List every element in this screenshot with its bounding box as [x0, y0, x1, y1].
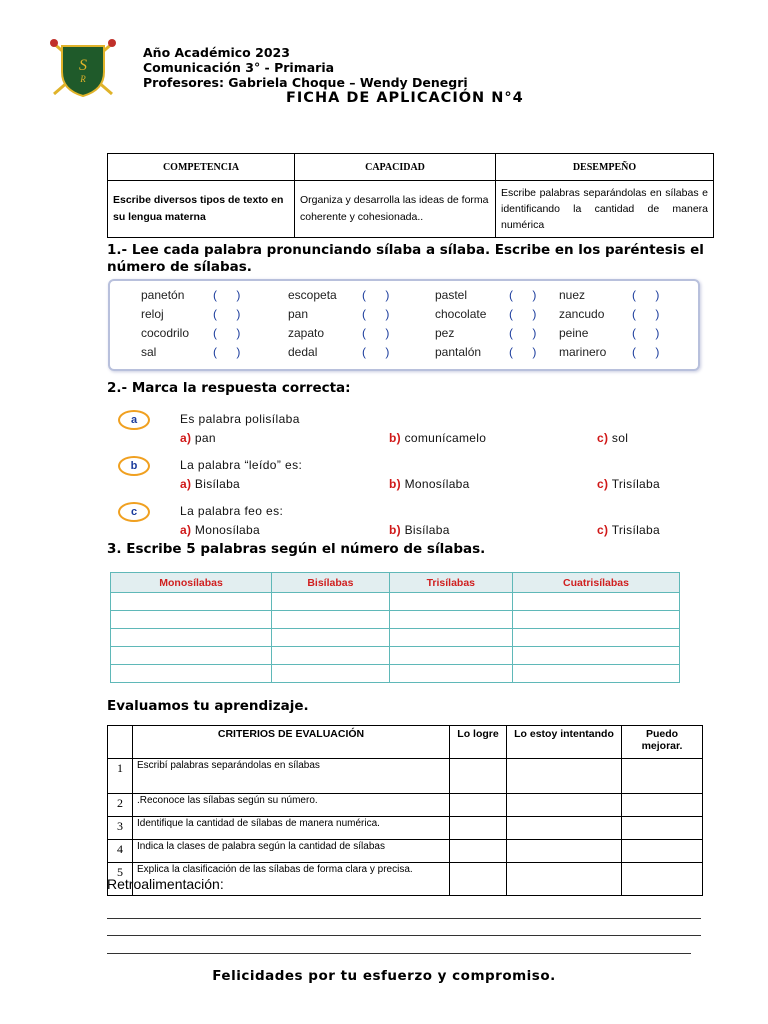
table-row: [108, 840, 703, 863]
header-trisilabas: Trisílabas: [389, 573, 512, 593]
word-item: peine: [559, 326, 589, 340]
option-text: Monosílaba: [194, 523, 260, 537]
word-item: dedal: [288, 345, 318, 359]
word-box: [108, 279, 700, 371]
answer-cell[interactable]: [111, 665, 272, 683]
answer-cell[interactable]: [389, 647, 512, 665]
answer-cell[interactable]: [111, 647, 272, 665]
criterion-text: Identifique la cantidad de sílabas de manera numérica.: [133, 817, 450, 840]
header-monosilabas: Monosílabas: [111, 573, 272, 593]
option-letter: c): [597, 477, 609, 491]
criterion-number: 5: [108, 863, 133, 896]
answer-cell[interactable]: [512, 593, 679, 611]
word-item: panetón: [141, 288, 185, 302]
feedback-label: Retroalimentación:: [107, 876, 224, 892]
answer-parentheses[interactable]: ( ): [213, 345, 249, 359]
answer-cell[interactable]: [389, 593, 512, 611]
answer-cell[interactable]: [512, 611, 679, 629]
answer-parentheses[interactable]: ( ): [509, 326, 545, 340]
answer-parentheses[interactable]: ( ): [632, 326, 668, 340]
option-letter: a): [180, 431, 192, 445]
rating-cell[interactable]: [507, 840, 622, 863]
criterion-text: Escribí palabras separándolas en sílabas: [133, 759, 450, 794]
answer-cell[interactable]: [512, 647, 679, 665]
word-item: zapato: [288, 326, 325, 340]
answer-cell[interactable]: [389, 665, 512, 683]
academic-year: Año Académico 2023: [143, 45, 290, 60]
criterion-text: .Reconoce las sílabas según su número.: [133, 794, 450, 817]
answer-parentheses[interactable]: ( ): [509, 345, 545, 359]
question-2-title: 2.- Marca la respuesta correcta:: [107, 380, 351, 396]
header-desempeno: DESEMPEÑO: [496, 154, 714, 181]
option-letter: c): [597, 431, 609, 445]
rating-cell[interactable]: [507, 759, 622, 794]
answer-cell[interactable]: [111, 611, 272, 629]
answer-cell[interactable]: [272, 647, 390, 665]
rating-cell[interactable]: [622, 863, 703, 896]
table-row: [111, 629, 680, 647]
word-item: escopeta: [288, 288, 337, 302]
desempeno-value: Escribe palabras separándolas en sílabas e identificando la cantidad de manera numérica: [496, 181, 714, 238]
word-item: zancudo: [559, 307, 605, 321]
option-badge: a: [118, 410, 150, 430]
answer-cell[interactable]: [272, 629, 390, 647]
option-letter: a): [180, 523, 192, 537]
rating-cell[interactable]: [622, 840, 703, 863]
option-text: sol: [611, 431, 629, 445]
table-row: [108, 794, 703, 817]
rating-cell[interactable]: [622, 817, 703, 840]
header-bisilabas: Bisílabas: [272, 573, 390, 593]
answer-option[interactable]: [389, 523, 450, 537]
word-item: pastel: [435, 288, 468, 302]
table-row: [111, 647, 680, 665]
criterion-text: Explica la clasificación de las sílabas de forma clara y precisa.: [133, 863, 450, 896]
svg-text:S: S: [79, 57, 87, 74]
word-item: pez: [435, 326, 455, 340]
course-line: Comunicación 3° - Primaria: [143, 60, 335, 75]
feedback-line[interactable]: [107, 918, 701, 919]
answer-cell[interactable]: [111, 629, 272, 647]
word-item: pan: [288, 307, 309, 321]
rating-cell[interactable]: [622, 794, 703, 817]
table-row: [111, 665, 680, 683]
option-text: Bisílaba: [404, 523, 450, 537]
answer-cell[interactable]: [272, 593, 390, 611]
competencia-table: [107, 153, 714, 238]
table-row: [111, 611, 680, 629]
word-item: sal: [141, 345, 157, 359]
answer-parentheses[interactable]: ( ): [509, 307, 545, 321]
option-text: pan: [194, 431, 216, 445]
answer-cell[interactable]: [512, 629, 679, 647]
number-header: [108, 726, 133, 759]
school-logo: [48, 38, 118, 98]
competencia-value: Escribe diversos tipos de texto en su lengua materna: [108, 181, 295, 238]
header-lo-logre: Lo logre: [450, 726, 507, 759]
answer-option[interactable]: [597, 431, 628, 445]
answer-cell[interactable]: [389, 629, 512, 647]
word-item: chocolate: [435, 307, 487, 321]
answer-cell[interactable]: [272, 665, 390, 683]
syllables-table: [110, 572, 680, 683]
word-item: nuez: [559, 288, 586, 302]
answer-cell[interactable]: [389, 611, 512, 629]
answer-option[interactable]: [389, 477, 470, 491]
word-item: marinero: [559, 345, 607, 359]
rating-cell[interactable]: [507, 817, 622, 840]
rating-cell[interactable]: [450, 840, 507, 863]
rating-cell[interactable]: [622, 759, 703, 794]
answer-option[interactable]: [597, 523, 660, 537]
rating-cell[interactable]: [507, 794, 622, 817]
answer-parentheses[interactable]: ( ): [632, 307, 668, 321]
criterion-text: Indica la clases de palabra según la cantidad de sílabas: [133, 840, 450, 863]
svg-text:R: R: [80, 74, 86, 84]
option-text: Trisílaba: [611, 477, 660, 491]
answer-option[interactable]: [180, 431, 216, 445]
option-letter: a): [180, 477, 192, 491]
answer-option[interactable]: [180, 523, 260, 537]
answer-parentheses[interactable]: ( ): [213, 307, 249, 321]
option-text: comunícamelo: [404, 431, 487, 445]
evaluation-table: [107, 725, 703, 896]
header-criterios: CRITERIOS DE EVALUACIÓN: [133, 726, 450, 759]
capacidad-value: Organiza y desarrolla las ideas de forma coherente y cohesionada..: [295, 181, 496, 238]
table-row: [108, 759, 703, 794]
option-letter: c): [597, 523, 609, 537]
criterion-number: 4: [108, 840, 133, 863]
word-item: cocodrilo: [141, 326, 190, 340]
rating-cell[interactable]: [450, 794, 507, 817]
answer-cell[interactable]: [272, 611, 390, 629]
evaluation-title: Evaluamos tu aprendizaje.: [107, 698, 309, 714]
question-statement: Es palabra polisílaba: [180, 412, 300, 426]
closing-message: Felicidades por tu esfuerzo y compromiso.: [212, 968, 556, 984]
question-statement: La palabra “leído” es:: [180, 458, 303, 472]
option-letter: b): [389, 477, 401, 491]
header-competencia: COMPETENCIA: [108, 154, 295, 181]
feedback-line[interactable]: [107, 953, 691, 954]
answer-parentheses[interactable]: ( ): [632, 345, 668, 359]
answer-cell[interactable]: [111, 593, 272, 611]
answer-parentheses[interactable]: ( ): [213, 326, 249, 340]
answer-parentheses[interactable]: ( ): [509, 288, 545, 302]
option-letter: b): [389, 523, 401, 537]
answer-option[interactable]: [180, 477, 240, 491]
answer-parentheses[interactable]: ( ): [362, 307, 398, 321]
teachers-line: Profesores: Gabriela Choque – Wendy Denegri: [143, 75, 468, 90]
answer-parentheses[interactable]: ( ): [362, 345, 398, 359]
option-badge: b: [118, 456, 150, 476]
answer-parentheses[interactable]: ( ): [632, 288, 668, 302]
question-3-title: 3. Escribe 5 palabras según el número de sílabas.: [107, 541, 486, 557]
header-mejorar: Puedo mejorar.: [622, 726, 703, 759]
answer-parentheses[interactable]: ( ): [362, 288, 398, 302]
word-item: pantalón: [435, 345, 482, 359]
header-cuatrisilabas: Cuatrisílabas: [512, 573, 679, 593]
option-badge: c: [118, 502, 150, 522]
criterion-number: 3: [108, 817, 133, 840]
rating-cell[interactable]: [450, 817, 507, 840]
question-1-title: 1.- Lee cada palabra pronunciando sílaba a sílaba. Escribe en los paréntesis el número de sílabas.: [107, 242, 704, 275]
answer-option[interactable]: [389, 431, 486, 445]
answer-parentheses[interactable]: ( ): [362, 326, 398, 340]
rating-cell[interactable]: [507, 863, 622, 896]
table-row: [108, 817, 703, 840]
word-item: reloj: [141, 307, 164, 321]
table-row: [111, 593, 680, 611]
header-intentando: Lo estoy intentando: [507, 726, 622, 759]
question-statement: La palabra feo es:: [180, 504, 284, 518]
answer-option[interactable]: [597, 477, 660, 491]
option-text: Monosílaba: [404, 477, 470, 491]
criterion-number: 1: [108, 759, 133, 794]
answer-cell[interactable]: [512, 665, 679, 683]
answer-parentheses[interactable]: ( ): [213, 288, 249, 302]
feedback-line[interactable]: [107, 935, 701, 936]
rating-cell[interactable]: [450, 863, 507, 896]
option-text: Trisílaba: [611, 523, 660, 537]
page-title: FICHA DE APLICACIÓN N°4: [286, 90, 524, 106]
criterion-number: 2: [108, 794, 133, 817]
header-capacidad: CAPACIDAD: [295, 154, 496, 181]
option-text: Bisílaba: [194, 477, 241, 491]
rating-cell[interactable]: [450, 759, 507, 794]
option-letter: b): [389, 431, 401, 445]
